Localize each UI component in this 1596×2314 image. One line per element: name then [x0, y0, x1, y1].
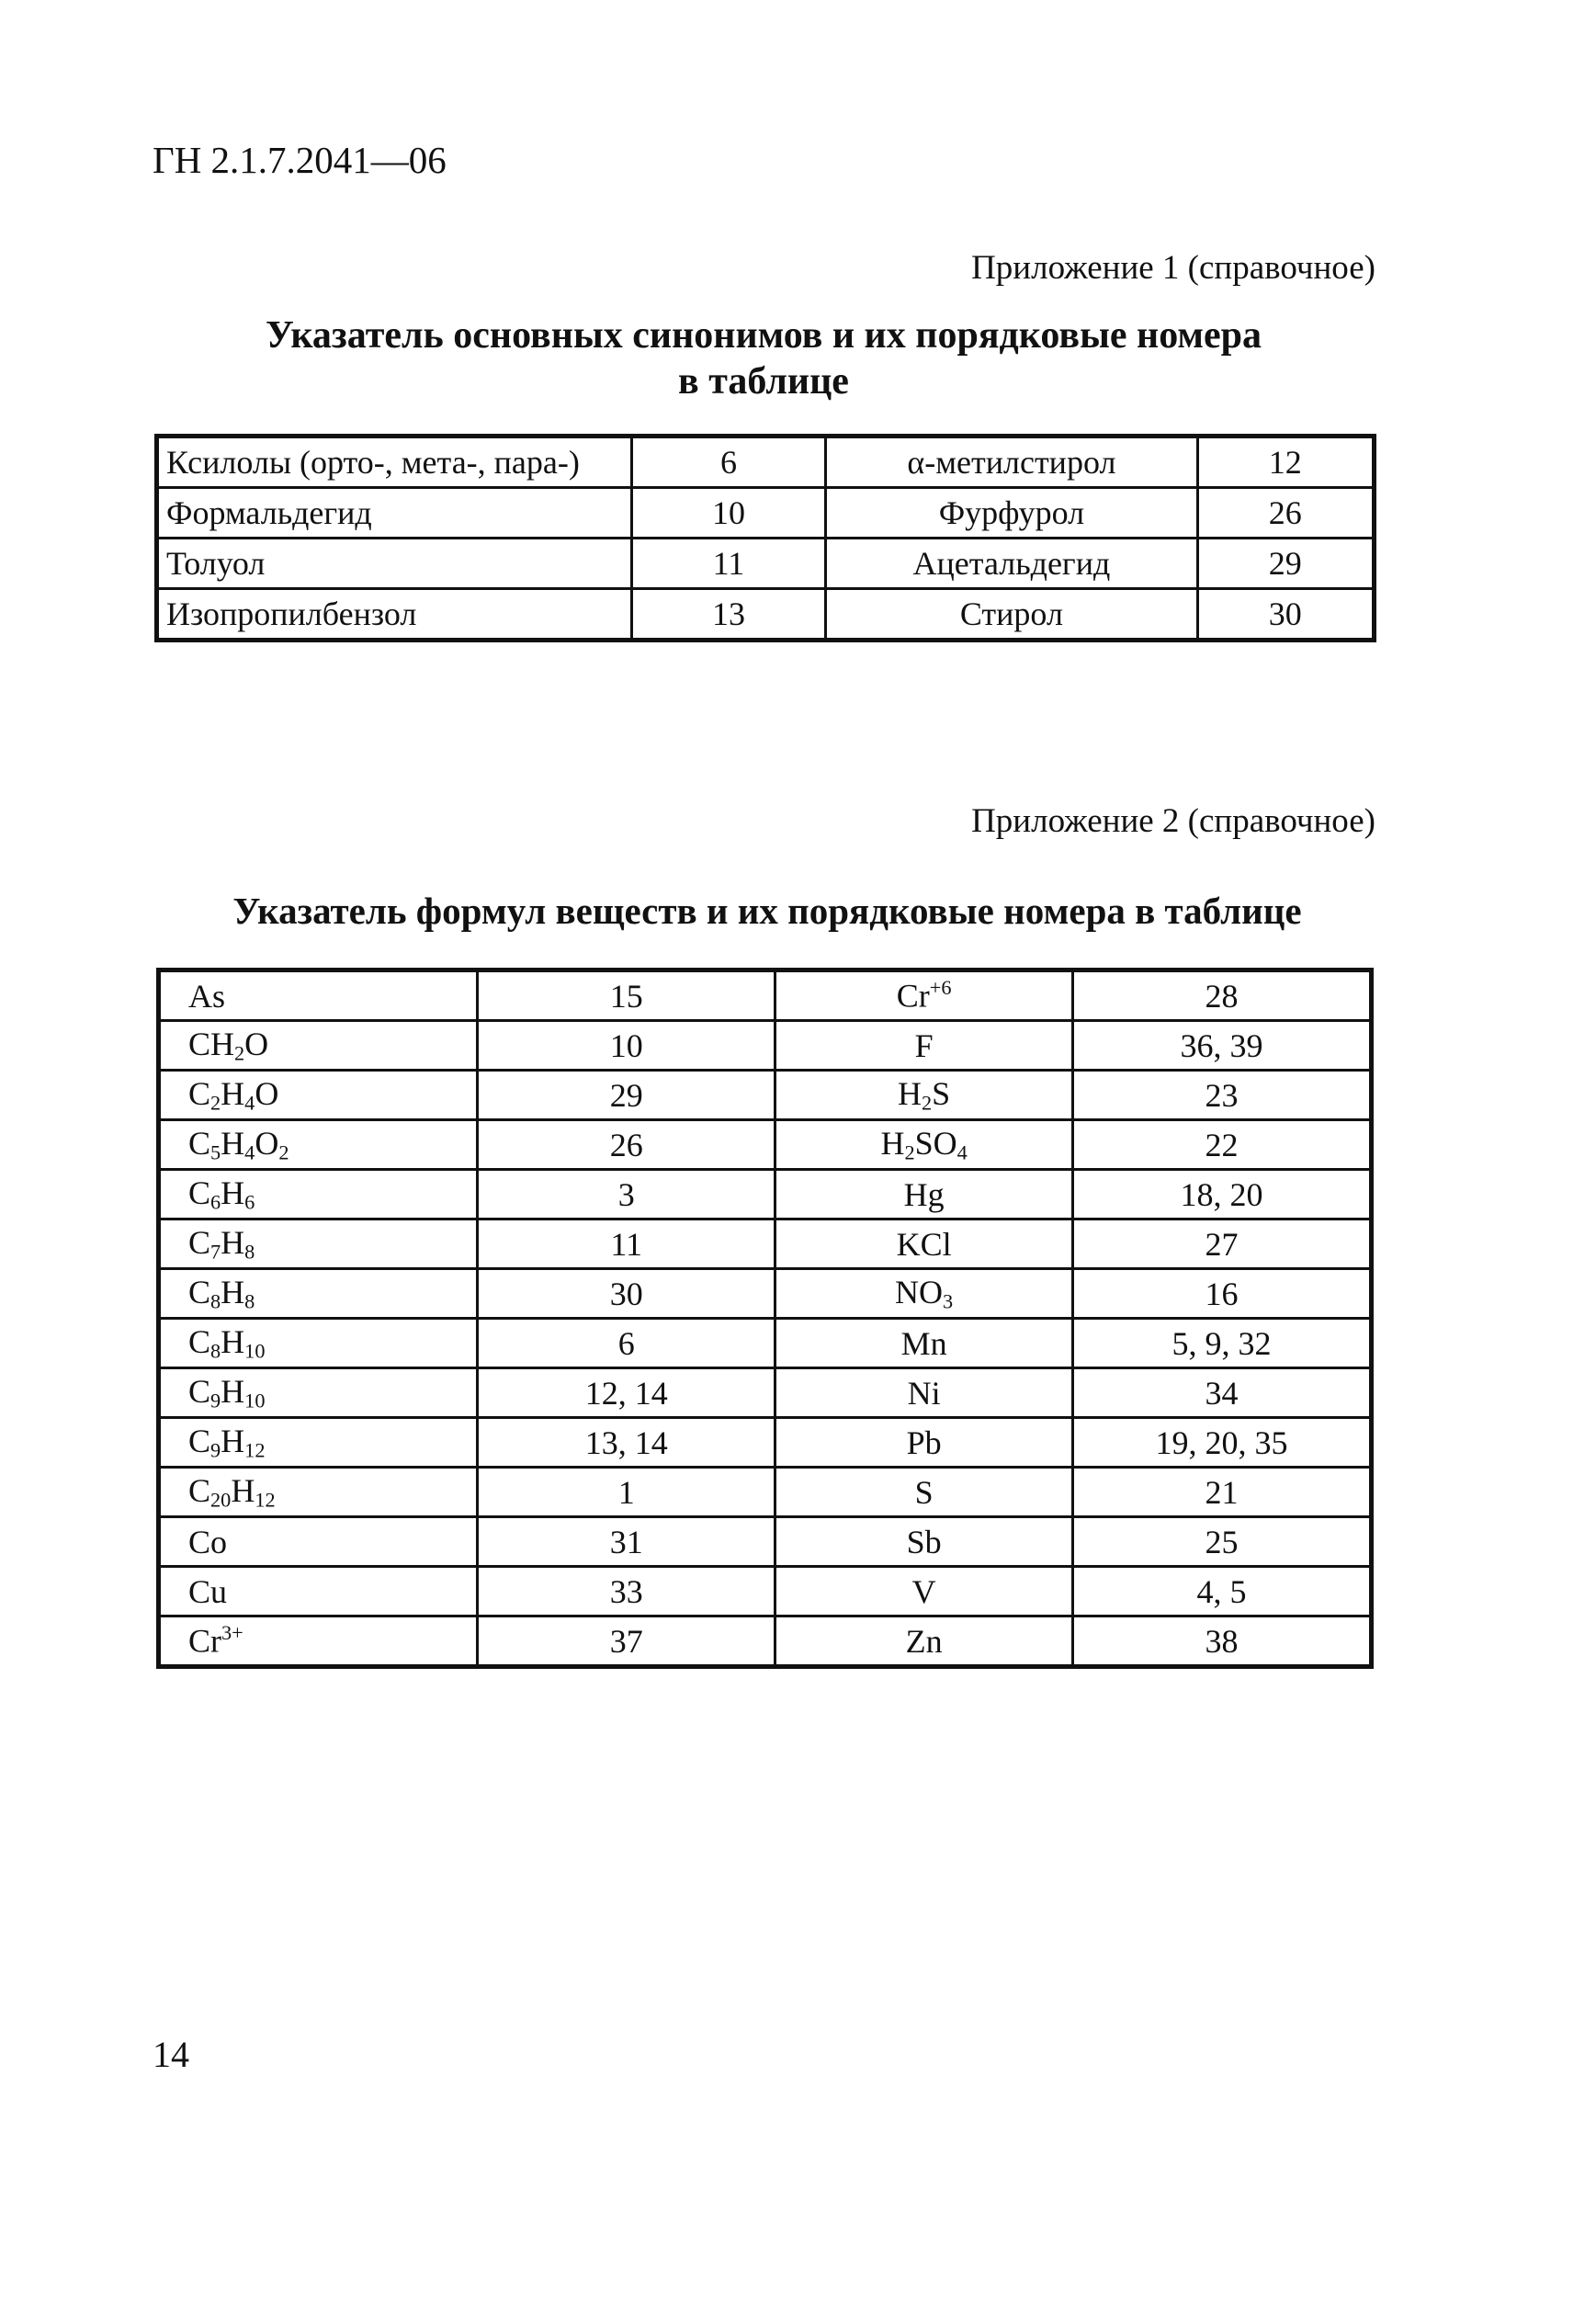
formula-segment: 2	[210, 1091, 221, 1115]
formula-segment: O	[255, 1075, 279, 1113]
formula-cell	[775, 1517, 1073, 1567]
synonym-name-cell: Изопропилбензол	[157, 589, 632, 641]
formula-segment: 6	[210, 1190, 221, 1214]
table-row	[159, 1219, 1372, 1269]
table-row	[157, 589, 1375, 641]
formula-segment: C	[188, 1075, 211, 1113]
formula-cell	[775, 1616, 1073, 1667]
formula-segment: Zn	[905, 1622, 943, 1660]
formula-segment: 2	[234, 1041, 245, 1065]
appendix-2-label: Приложение 2 (справочное)	[971, 802, 1375, 840]
formula-segment: S	[932, 1075, 951, 1113]
table-row	[159, 1120, 1372, 1170]
formula-cell	[159, 970, 478, 1021]
table-row	[159, 1567, 1372, 1616]
formula-cell	[775, 1219, 1073, 1269]
formula-number-cell: 33	[478, 1567, 775, 1616]
formula-cell	[159, 1170, 478, 1219]
formula-segment: Cr	[896, 977, 930, 1015]
formula-cell	[159, 1071, 478, 1120]
synonym-name-cell: Ацетальдегид	[826, 539, 1197, 589]
formula-number-cell: 34	[1073, 1368, 1372, 1418]
formula-segment: H	[231, 1472, 255, 1510]
formula-number-cell: 12, 14	[478, 1368, 775, 1418]
table-row	[159, 1418, 1372, 1468]
formula-number-cell: 36, 39	[1073, 1021, 1372, 1071]
formula-segment: C	[188, 1472, 211, 1510]
appendix-1-title	[153, 312, 1375, 404]
formula-cell	[775, 970, 1073, 1021]
formula-segment: Co	[188, 1523, 228, 1560]
formula-segment: H	[221, 1323, 245, 1361]
formula-segment: C	[188, 1174, 211, 1212]
formula-cell	[775, 1468, 1073, 1517]
formula-cell	[159, 1418, 478, 1468]
synonym-number-cell: 29	[1197, 539, 1375, 589]
appendix-1-title-line2: в таблице	[678, 360, 849, 403]
formula-cell	[775, 1071, 1073, 1120]
table-row	[159, 1468, 1372, 1517]
formula-segment: +6	[929, 976, 952, 1000]
formula-segment: O	[255, 1125, 279, 1163]
formula-segment: Pb	[906, 1424, 942, 1461]
formula-cell	[159, 1120, 478, 1170]
formula-segment: H	[221, 1125, 245, 1163]
formula-number-cell: 38	[1073, 1616, 1372, 1667]
formula-segment: 6	[244, 1190, 255, 1214]
table-row	[159, 1517, 1372, 1567]
formula-cell	[775, 1021, 1073, 1071]
synonyms-table	[154, 434, 1376, 642]
formula-segment: H	[880, 1125, 905, 1163]
table-row	[157, 539, 1375, 589]
synonym-name-cell: Стирол	[826, 589, 1197, 641]
formula-segment: 4	[244, 1091, 255, 1115]
formula-number-cell: 26	[478, 1120, 775, 1170]
formula-segment: 3+	[221, 1621, 243, 1645]
formula-cell	[775, 1319, 1073, 1368]
formula-segment: 8	[244, 1240, 255, 1264]
synonym-number-cell: 26	[1197, 488, 1375, 539]
formula-segment: H	[221, 1423, 245, 1460]
table-row	[157, 437, 1375, 488]
formula-number-cell: 3	[478, 1170, 775, 1219]
formula-segment: 12	[244, 1438, 266, 1462]
formula-number-cell: 10	[478, 1021, 775, 1071]
formula-number-cell: 5, 9, 32	[1073, 1319, 1372, 1368]
formula-number-cell: 21	[1073, 1468, 1372, 1517]
formula-segment: F	[914, 1027, 934, 1064]
formula-segment: H	[221, 1373, 245, 1411]
formulas-table	[156, 968, 1374, 1669]
table-row	[159, 1368, 1372, 1418]
table-row	[159, 1319, 1372, 1368]
formula-segment: Mn	[900, 1324, 947, 1362]
formula-segment: H	[221, 1174, 245, 1212]
synonym-number-cell: 13	[631, 589, 826, 641]
formula-segment: KCl	[896, 1225, 952, 1263]
appendix-1-title-line1: Указатель основных синонимов и их порядковые номера	[265, 314, 1262, 357]
formula-segment: 8	[244, 1289, 255, 1313]
formula-number-cell: 23	[1073, 1071, 1372, 1120]
formula-segment: C	[188, 1274, 211, 1311]
formula-number-cell: 30	[478, 1269, 775, 1319]
table-row	[159, 1071, 1372, 1120]
formula-segment: 10	[244, 1339, 266, 1363]
formula-number-cell: 27	[1073, 1219, 1372, 1269]
formula-segment: C	[188, 1373, 211, 1411]
formula-segment: 4	[956, 1140, 968, 1164]
formula-segment: 9	[210, 1438, 221, 1462]
formula-segment: 5	[210, 1140, 221, 1164]
table-row	[157, 488, 1375, 539]
formula-segment: 2	[278, 1140, 289, 1164]
formula-segment: 10	[244, 1389, 266, 1412]
document-header: ГН 2.1.7.2041—06	[153, 139, 447, 181]
formula-cell	[159, 1468, 478, 1517]
formula-cell	[159, 1616, 478, 1667]
formula-segment: O	[244, 1026, 269, 1063]
formula-cell	[775, 1368, 1073, 1418]
synonym-name-cell: Фурфурол	[826, 488, 1197, 539]
table-row	[159, 1021, 1372, 1071]
formula-number-cell: 4, 5	[1073, 1567, 1372, 1616]
formula-number-cell: 28	[1073, 970, 1372, 1021]
formula-segment: H	[221, 1224, 245, 1262]
table-row	[159, 1269, 1372, 1319]
formula-segment: 4	[244, 1140, 255, 1164]
formula-number-cell: 25	[1073, 1517, 1372, 1567]
synonym-number-cell: 12	[1197, 437, 1375, 488]
formula-segment: 2	[922, 1091, 933, 1115]
formula-segment: H	[221, 1075, 245, 1113]
formula-segment: CH	[188, 1026, 235, 1063]
formula-number-cell: 15	[478, 970, 775, 1021]
appendix-2-title: Указатель формул веществ и их порядковые номера в таблице	[232, 890, 1302, 932]
formula-segment: C	[188, 1323, 211, 1361]
formula-segment: SO	[914, 1125, 957, 1163]
formula-segment: 2	[904, 1140, 915, 1164]
formula-number-cell: 22	[1073, 1120, 1372, 1170]
formula-number-cell: 19, 20, 35	[1073, 1418, 1372, 1468]
page-number: 14	[153, 2034, 189, 2075]
formula-cell	[159, 1021, 478, 1071]
formula-number-cell: 13, 14	[478, 1418, 775, 1468]
formula-segment: 7	[210, 1240, 221, 1264]
formula-cell	[159, 1368, 478, 1418]
synonym-number-cell: 30	[1197, 589, 1375, 641]
synonym-name-cell: Ксилолы (орто-, мета-, пара-)	[157, 437, 632, 488]
formula-segment: 8	[210, 1289, 221, 1313]
synonym-name-cell: α-метилстирол	[826, 437, 1197, 488]
formula-segment: 9	[210, 1389, 221, 1412]
table-row	[159, 1170, 1372, 1219]
formula-segment: As	[188, 977, 226, 1015]
formula-segment: C	[188, 1423, 211, 1460]
formula-cell	[159, 1219, 478, 1269]
formula-segment: C	[188, 1125, 211, 1163]
formula-segment: S	[914, 1473, 934, 1511]
formula-cell	[775, 1269, 1073, 1319]
formula-number-cell: 11	[478, 1219, 775, 1269]
formula-segment: 20	[210, 1488, 232, 1512]
formula-segment: Cr	[188, 1622, 221, 1660]
table-row	[159, 970, 1372, 1021]
synonym-name-cell: Формальдегид	[157, 488, 632, 539]
synonym-name-cell: Толуол	[157, 539, 632, 589]
formula-cell	[159, 1517, 478, 1567]
formula-segment: 8	[210, 1339, 221, 1363]
formula-segment: 3	[943, 1289, 954, 1313]
formula-segment: Sb	[906, 1523, 942, 1560]
formula-segment: 12	[255, 1488, 276, 1512]
synonym-number-cell: 6	[631, 437, 826, 488]
formula-segment: Ni	[907, 1374, 941, 1412]
synonym-number-cell: 11	[631, 539, 826, 589]
formula-number-cell: 29	[478, 1071, 775, 1120]
formula-number-cell: 16	[1073, 1269, 1372, 1319]
appendix-1-label: Приложение 1 (справочное)	[971, 249, 1375, 287]
formula-cell	[159, 1567, 478, 1616]
formula-number-cell: 37	[478, 1616, 775, 1667]
formula-cell	[775, 1418, 1073, 1468]
formula-number-cell: 31	[478, 1517, 775, 1567]
formula-number-cell: 1	[478, 1468, 775, 1517]
formula-segment: Cu	[188, 1572, 228, 1610]
formula-cell	[159, 1269, 478, 1319]
table-row	[159, 1616, 1372, 1667]
formula-number-cell: 18, 20	[1073, 1170, 1372, 1219]
formula-segment: NO	[895, 1274, 944, 1311]
formula-segment: C	[188, 1224, 211, 1262]
formula-cell	[775, 1170, 1073, 1219]
formula-segment: Hg	[903, 1175, 945, 1213]
formula-number-cell: 6	[478, 1319, 775, 1368]
formula-cell	[775, 1567, 1073, 1616]
formula-cell	[159, 1319, 478, 1368]
formula-segment: H	[898, 1075, 923, 1113]
formula-segment: V	[911, 1572, 936, 1610]
synonym-number-cell: 10	[631, 488, 826, 539]
formula-segment: H	[221, 1274, 245, 1311]
formula-cell	[775, 1120, 1073, 1170]
